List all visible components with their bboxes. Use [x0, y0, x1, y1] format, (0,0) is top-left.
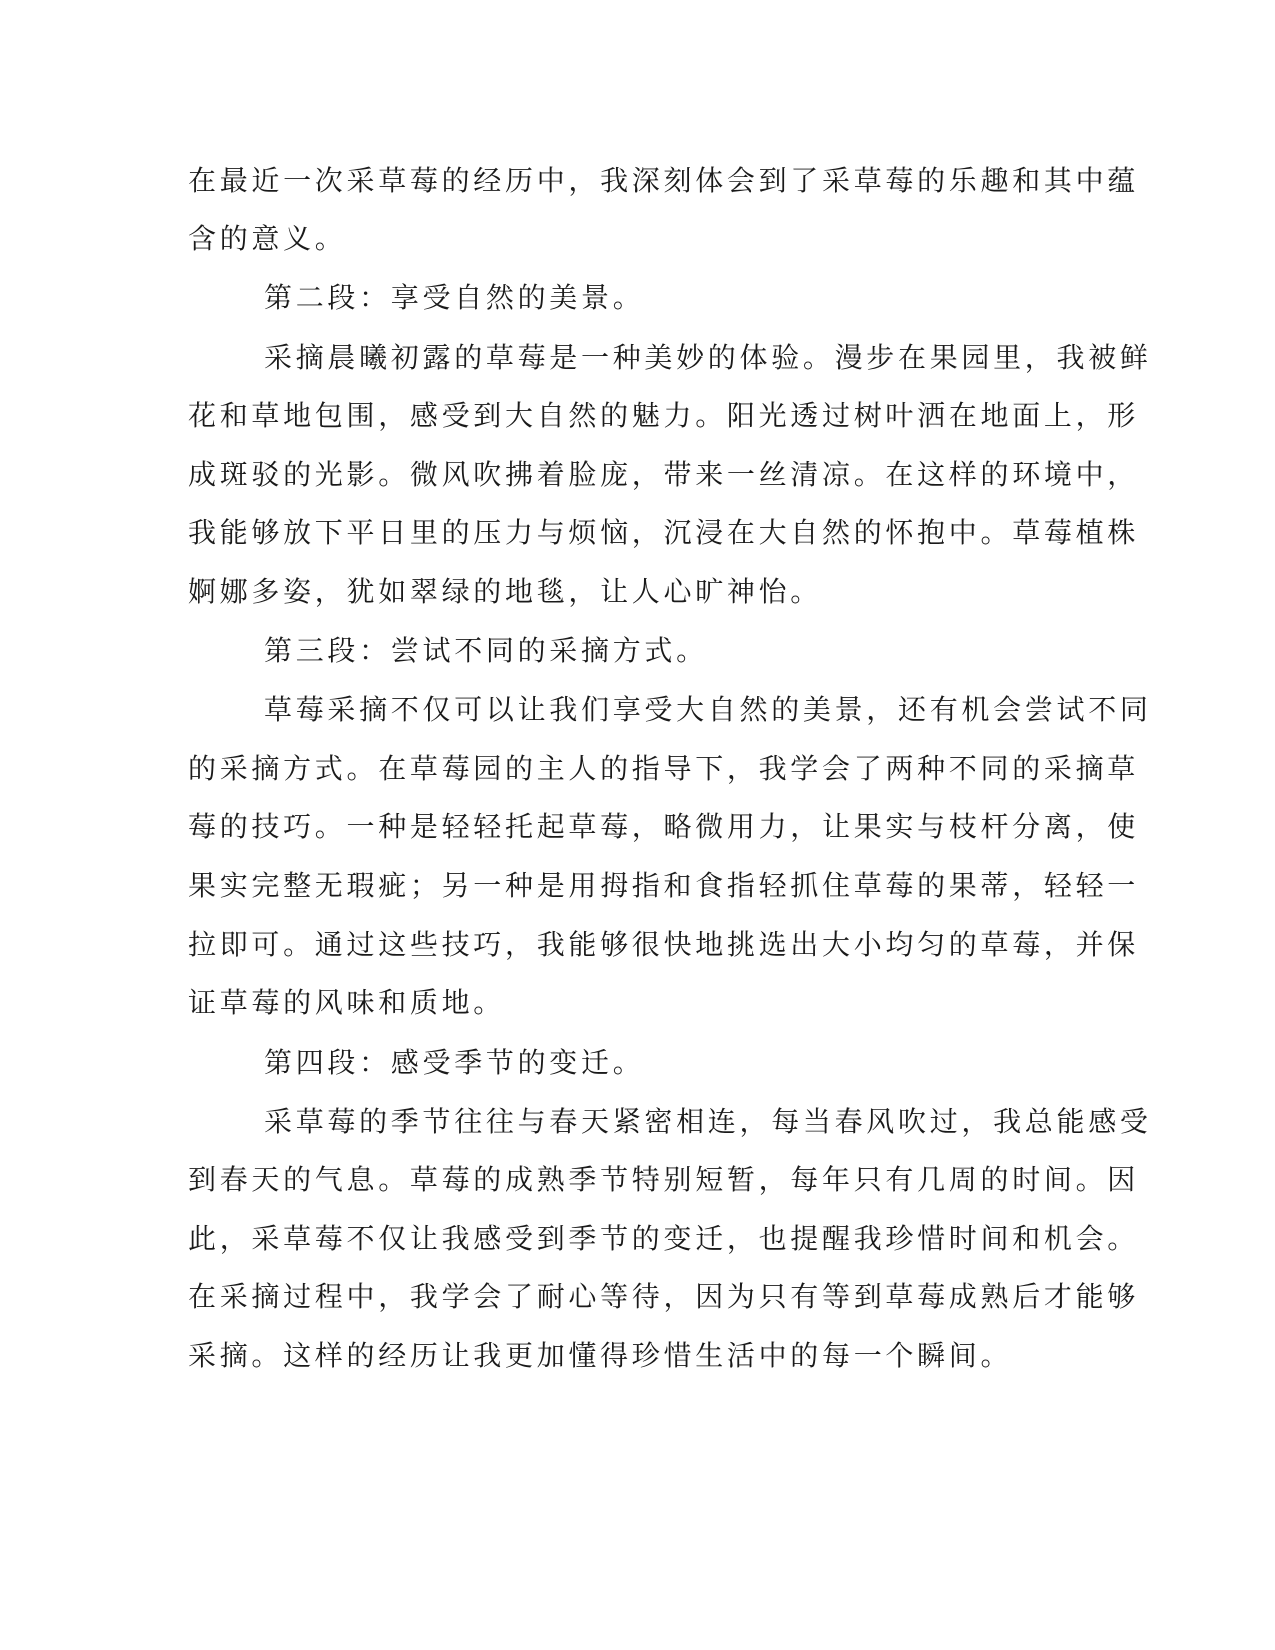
- text-line: 果实完整无瑕疵；另一种是用拇指和食指轻抓住草莓的果蒂，轻轻一: [188, 869, 1140, 902]
- text-line: 成斑驳的光影。微风吹拂着脸庞，带来一丝清凉。在这样的环境中，: [188, 458, 1140, 491]
- text-line: 草莓采摘不仅可以让我们享受大自然的美景，还有机会尝试不同: [264, 693, 1152, 726]
- text-line: 花和草地包围，感受到大自然的魅力。阳光透过树叶洒在地面上，形: [188, 399, 1140, 432]
- text-line: 我能够放下平日里的压力与烦恼，沉浸在大自然的怀抱中。草莓植株: [188, 516, 1140, 549]
- text-line: 证草莓的风味和质地。: [188, 986, 506, 1019]
- text-line: 在采摘过程中，我学会了耐心等待，因为只有等到草莓成熟后才能够: [188, 1280, 1140, 1313]
- text-line: 莓的技巧。一种是轻轻托起草莓，略微用力，让果实与枝杆分离，使: [188, 810, 1140, 843]
- text-line: 婀娜多姿，犹如翠绿的地毯，让人心旷神怡。: [188, 575, 823, 608]
- section-heading-2: 第二段：享受自然的美景。: [264, 281, 645, 314]
- text-line: 此，采草莓不仅让我感受到季节的变迁，也提醒我珍惜时间和机会。: [188, 1222, 1140, 1255]
- text-line: 在最近一次采草莓的经历中，我深刻体会到了采草莓的乐趣和其中蕴: [188, 164, 1140, 197]
- text-line: 到春天的气息。草莓的成熟季节特别短暂，每年只有几周的时间。因: [188, 1163, 1140, 1196]
- text-line: 含的意义。: [188, 222, 347, 255]
- text-line: 的采摘方式。在草莓园的主人的指导下，我学会了两种不同的采摘草: [188, 752, 1140, 785]
- text-line: 拉即可。通过这些技巧，我能够很快地挑选出大小均匀的草莓，并保: [188, 928, 1140, 961]
- section-heading-3: 第三段：尝试不同的采摘方式。: [264, 634, 708, 667]
- section-heading-4: 第四段：感受季节的变迁。: [264, 1046, 645, 1079]
- text-line: 采草莓的季节往往与春天紧密相连，每当春风吹过，我总能感受: [264, 1105, 1152, 1138]
- text-line: 采摘晨曦初露的草莓是一种美妙的体验。漫步在果园里，我被鲜: [264, 341, 1152, 374]
- text-line: 采摘。这样的经历让我更加懂得珍惜生活中的每一个瞬间。: [188, 1339, 1013, 1372]
